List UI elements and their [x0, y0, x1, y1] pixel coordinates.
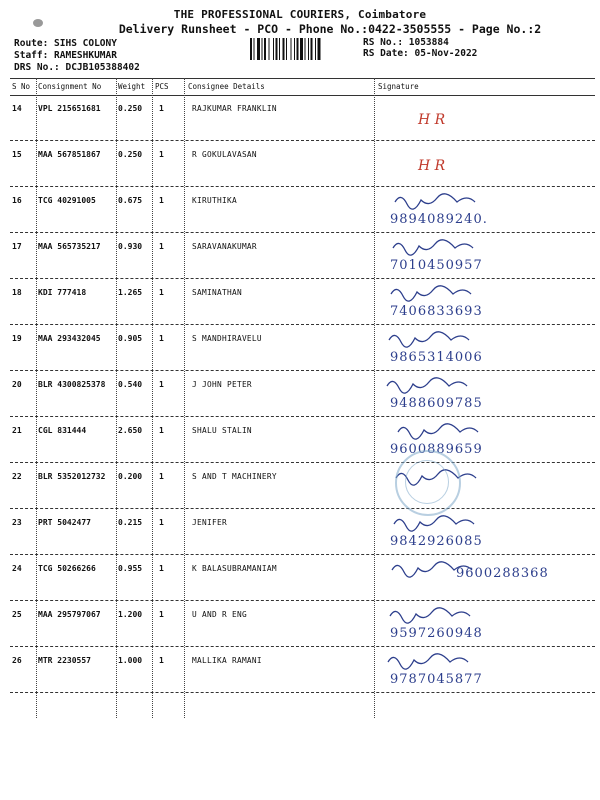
table-row — [10, 462, 595, 509]
row-consignee: J JOHN PETER — [192, 380, 252, 389]
signature-cell — [376, 554, 596, 600]
row-pcs: 1 — [159, 610, 164, 619]
row-pcs: 1 — [159, 380, 164, 389]
table-row — [10, 324, 595, 371]
row-consignment: CGL 831444 — [38, 426, 87, 435]
row-sno: 18 — [12, 288, 22, 297]
route-label: Route: SIHS COLONY — [14, 38, 117, 49]
row-weight: 1.200 — [118, 610, 143, 619]
row-pcs: 1 — [159, 288, 164, 297]
row-consignment: MAA 293432045 — [38, 334, 101, 343]
row-pcs: 1 — [159, 334, 164, 343]
row-consignee: MALLIKA RAMANI — [192, 656, 262, 665]
column-divider — [184, 78, 185, 718]
row-pcs: 1 — [159, 242, 164, 251]
staff-label: Staff: RAMESHKUMAR — [14, 50, 117, 61]
table-row — [10, 140, 595, 187]
column-divider — [36, 78, 37, 718]
row-consignee: SHALU STALIN — [192, 426, 252, 435]
rs-number: RS No.: 1053884 — [363, 37, 449, 48]
col-pcs: PCS — [155, 82, 169, 91]
row-sno: 14 — [12, 104, 22, 113]
drs-number: DRS No.: DCJB105388402 — [14, 62, 140, 73]
barcode — [250, 38, 358, 60]
table-row — [10, 232, 595, 279]
row-consignee: RAJKUMAR FRANKLIN — [192, 104, 277, 113]
signature-cell — [376, 324, 596, 370]
row-consignee: S AND T MACHINERY — [192, 472, 277, 481]
handwritten-signature — [376, 94, 596, 140]
col-sno: S No — [12, 82, 31, 91]
col-weight: Weight — [118, 82, 146, 91]
row-pcs: 1 — [159, 518, 164, 527]
row-consignment: PRT 5042477 — [38, 518, 91, 527]
row-consignment: MTR 2230557 — [38, 656, 91, 665]
signature-cell — [376, 232, 596, 278]
handwritten-phone: 9842926085 — [390, 534, 483, 549]
row-sno: 23 — [12, 518, 22, 527]
col-signature: Signature — [378, 82, 419, 91]
row-sno: 16 — [12, 196, 22, 205]
table-row — [10, 94, 595, 141]
table-row — [10, 508, 595, 555]
column-divider — [374, 78, 375, 718]
row-consignee: JENIFER — [192, 518, 227, 527]
row-sno: 26 — [12, 656, 22, 665]
delivery-stamp — [395, 450, 461, 516]
row-consignee: K BALASUBRAMANIAM — [192, 564, 277, 573]
table-row — [10, 186, 595, 233]
row-sno: 19 — [12, 334, 22, 343]
handwritten-phone: 9865314006 — [390, 350, 483, 365]
row-consignee: SARAVANAKUMAR — [192, 242, 257, 251]
row-pcs: 1 — [159, 472, 164, 481]
signature-cell — [376, 94, 596, 140]
handwritten-phone: 9600889659 — [390, 442, 483, 457]
row-consignment: MAA 565735217 — [38, 242, 101, 251]
row-weight: 0.675 — [118, 196, 143, 205]
row-sno: 25 — [12, 610, 22, 619]
row-weight: 0.905 — [118, 334, 143, 343]
table-row — [10, 554, 595, 601]
row-consignment: MAA 567851867 — [38, 150, 101, 159]
handwritten-phone: 7010450957 — [390, 258, 483, 273]
row-weight: 0.540 — [118, 380, 143, 389]
signature-cell — [376, 278, 596, 324]
signature-initials: H R — [418, 158, 446, 174]
runsheet-subtitle: Delivery Runsheet - PCO - Phone No.:0422-3505555 - Page No.:2 — [118, 22, 542, 36]
row-sno: 17 — [12, 242, 22, 251]
signature-cell — [376, 508, 596, 554]
signature-initials: H R — [418, 112, 446, 128]
row-weight: 1.000 — [118, 656, 143, 665]
row-consignment: TCG 50266266 — [38, 564, 96, 573]
row-sno: 20 — [12, 380, 22, 389]
row-sno: 22 — [12, 472, 22, 481]
column-divider — [152, 78, 153, 718]
company-title: THE PROFESSIONAL COURIERS, Coimbatore — [173, 8, 427, 21]
col-consignment: Consignment No — [38, 82, 102, 91]
row-consignment: BLR 5352012732 — [38, 472, 106, 481]
row-consignment: VPL 215651681 — [38, 104, 101, 113]
row-pcs: 1 — [159, 104, 164, 113]
row-sno: 15 — [12, 150, 22, 159]
handwritten-phone: 9597260948 — [390, 626, 483, 641]
col-consignee: Consignee Details — [188, 82, 265, 91]
handwritten-phone: 9787045877 — [390, 672, 483, 687]
table-row — [10, 278, 595, 325]
row-sno: 21 — [12, 426, 22, 435]
row-pcs: 1 — [159, 426, 164, 435]
row-consignee: SAMINATHAN — [192, 288, 242, 297]
signature-cell — [376, 140, 596, 186]
row-weight: 0.930 — [118, 242, 143, 251]
column-divider — [116, 78, 117, 718]
signature-cell — [376, 370, 596, 416]
signature-cell — [376, 600, 596, 646]
rs-date: RS Date: 05-Nov-2022 — [363, 48, 478, 59]
row-pcs: 1 — [159, 656, 164, 665]
row-sno: 24 — [12, 564, 22, 573]
row-weight: 2.650 — [118, 426, 143, 435]
row-weight: 0.250 — [118, 104, 143, 113]
handwritten-signature — [376, 140, 596, 186]
row-consignee: KIRUTHIKA — [192, 196, 237, 205]
table-row — [10, 646, 595, 693]
row-consignment: KDI 777418 — [38, 288, 87, 297]
row-weight: 1.265 — [118, 288, 143, 297]
row-weight: 0.250 — [118, 150, 143, 159]
handwritten-phone: 7406833693 — [390, 304, 483, 319]
row-consignee: S MANDHIRAVELU — [192, 334, 262, 343]
runsheet-header — [0, 0, 600, 80]
row-weight: 0.215 — [118, 518, 143, 527]
row-consignee: U AND R ENG — [192, 610, 247, 619]
row-consignee: R GOKULAVASAN — [192, 150, 257, 159]
signature-cell — [376, 646, 596, 692]
row-weight: 0.955 — [118, 564, 143, 573]
row-pcs: 1 — [159, 150, 164, 159]
table-row — [10, 416, 595, 463]
row-consignment: TCG 40291005 — [38, 196, 96, 205]
row-weight: 0.200 — [118, 472, 143, 481]
handwritten-phone: 9894089240. — [390, 212, 488, 227]
handwritten-phone: 9600288368 — [456, 566, 549, 581]
runsheet-table — [10, 78, 595, 718]
table-row — [10, 370, 595, 417]
table-row — [10, 600, 595, 647]
row-consignment: MAA 295797067 — [38, 610, 101, 619]
row-consignment: BLR 4300825378 — [38, 380, 106, 389]
row-pcs: 1 — [159, 564, 164, 573]
handwritten-phone: 9488609785 — [390, 396, 483, 411]
signature-cell — [376, 186, 596, 232]
row-pcs: 1 — [159, 196, 164, 205]
